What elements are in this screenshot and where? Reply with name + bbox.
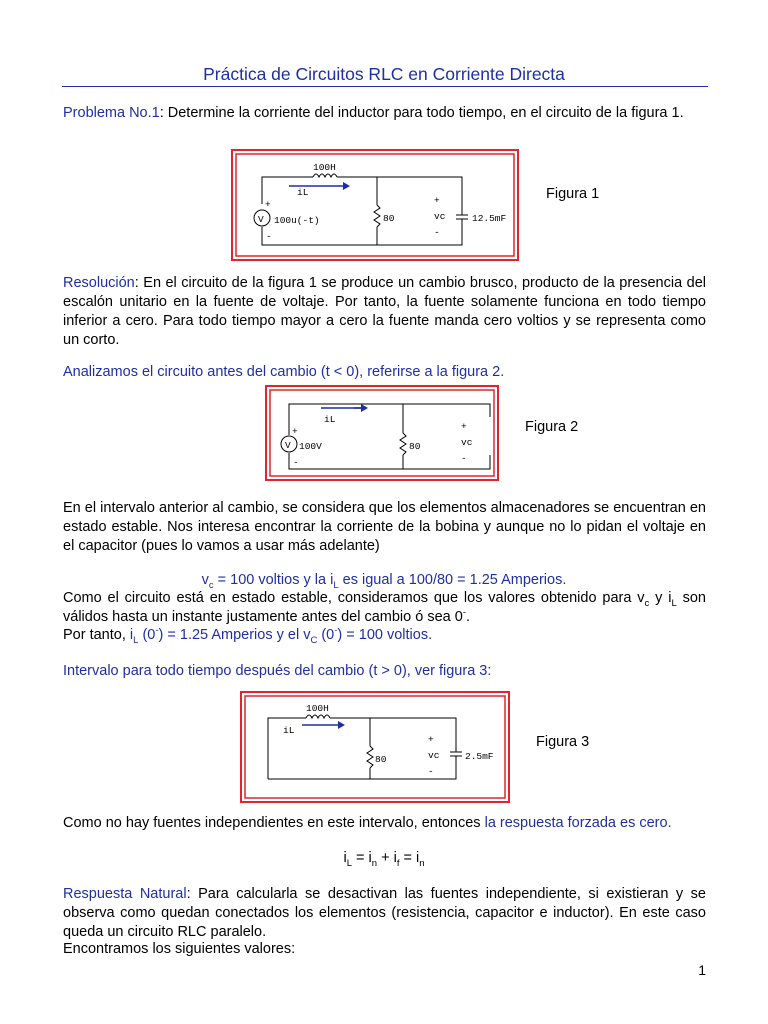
eq-s1: L (346, 857, 353, 869)
fig1-source-label: 100u(-t) (274, 215, 320, 226)
valid-text-sub1: c (644, 597, 650, 609)
initial-values-line (63, 626, 706, 645)
fig2-wire-bottom (289, 453, 490, 469)
natural-response-line2: Encontramos los siguientes valores: (63, 941, 296, 957)
initial-end: ) = 100 voltios. (337, 627, 433, 643)
fig3-wire-top-right (330, 718, 456, 749)
eq-s3: f (396, 857, 400, 869)
eq-s2: n (371, 857, 378, 869)
valid-text-part4: . (465, 609, 471, 625)
no-sources-text: Como no hay fuentes independientes en este intervalo, entonces (63, 815, 485, 831)
fig3-capacitor-label: 2.5mF (465, 751, 494, 762)
valid-text-sub2: L (671, 597, 677, 609)
resolution-paragraph (63, 274, 706, 350)
vc-subscript: c (208, 579, 214, 591)
fig2-source-plus: + (292, 426, 298, 437)
figure-1-caption: Figura 1 (546, 186, 600, 202)
figure-2-caption: Figura 2 (525, 419, 579, 435)
eq-s4: n (419, 857, 425, 869)
natural-response-paragraph (63, 885, 706, 942)
valid-text-sup: - (462, 607, 466, 619)
eq-i1: i (343, 850, 347, 866)
vc-symbol: v (201, 572, 209, 588)
title-underline (62, 86, 708, 87)
eq-eq2: = i (399, 850, 420, 866)
fig1-resistor-label: 80 (383, 213, 395, 224)
initial-mid: ) = 1.25 Amperios y el (158, 627, 304, 643)
fig1-source-minus: - (266, 231, 272, 242)
initial-prefix: Por tanto, (63, 627, 130, 643)
resolution-label: Resolución (63, 275, 135, 291)
fig2-cap-plus: + (461, 421, 467, 432)
fig3-cap-plus: + (428, 734, 434, 745)
steady-state-rest: es igual a 100/80 = 1.25 Amperios. (338, 572, 567, 588)
il-subscript: L (333, 579, 339, 591)
fig1-cap-minus: - (434, 227, 440, 238)
fig2-wire-top (289, 404, 490, 435)
fig1-cap-plus: + (434, 195, 440, 206)
valid-text-part2: y i (649, 590, 672, 606)
figure-3-caption: Figura 3 (536, 734, 590, 750)
eq-plus: + i (377, 850, 397, 866)
no-sources-line (63, 814, 706, 833)
steady-state-middle: = 100 voltios y la i (213, 572, 334, 588)
fig2-current-arrow-head (361, 404, 368, 412)
page-number: 1 (698, 962, 706, 978)
analysis-before-heading: Analizamos el circuito antes del cambio (t < 0), referirse a la figura 2. (63, 364, 505, 380)
problem-text: : Determine la corriente del inductor para todo tiempo, en el circuito de la figura 1. (159, 105, 684, 121)
fig1-wire-top-right (337, 177, 462, 204)
eq-eq1: = i (352, 850, 372, 866)
fig3-resistor (367, 746, 373, 768)
fig1-inductor (313, 174, 337, 177)
initial-sup2: - (334, 625, 338, 637)
fig1-cap-voltage-label: vc (434, 211, 446, 222)
initial-vc-arg: (0 (317, 627, 335, 643)
natural-response-label: Respuesta Natural (63, 886, 187, 902)
fig2-source-minus: - (293, 457, 299, 468)
figure-3-inner-frame (245, 696, 505, 798)
natural-response-text: : Para calcularla se desactivan las fuentes independiente, si existieran y se observa como quedan conectados los elementos (resistencia, capacitor e inductor). En este caso queda un circuito RLC paralelo. (63, 886, 706, 940)
figure-2-outer-frame (266, 386, 498, 480)
page-title: Práctica de Circuitos RLC en Corriente Directa (203, 64, 565, 84)
fig3-cap-voltage-label: vc (428, 750, 440, 761)
valid-text-part1: Como el circuito está en estado estable, consideramos que los valores obtenido para v (63, 590, 645, 606)
valid-values-paragraph (63, 589, 706, 627)
fig2-source-label: 100V (299, 441, 322, 452)
fig1-current-label: iL (297, 187, 309, 198)
resolution-text: : En el circuito de la figura 1 se produce un cambio brusco, producto de la presencia del escalón unitario en la fuente de voltaje. Por tanto, la fuente solamente funciona en todo tiempo inferior a cero. Para todo tiempo mayor a cero la fuente manda cero voltios y se representa como un corto. (63, 275, 706, 348)
fig2-source-symbol: V (285, 440, 291, 451)
initial-values-highlight (129, 625, 433, 646)
initial-vc-sub: C (310, 634, 318, 646)
interval-after-heading: Intervalo para todo tiempo después del cambio (t > 0), ver figura 3: (63, 663, 492, 679)
valid-text-part3: son válidos hasta un instante justamente antes del cambio ó sea 0 (63, 590, 706, 625)
figure-3-outer-frame (241, 692, 509, 802)
figure-1-circuit (231, 149, 519, 261)
problem-paragraph (63, 104, 706, 123)
initial-il-arg: (0 (138, 627, 156, 643)
initial-il: i (129, 627, 134, 643)
initial-sup1: - (155, 625, 159, 637)
figure-3-circuit (240, 691, 510, 803)
interval-before-paragraph: En el intervalo anterior al cambio, se considera que los elementos almacenadores se encuentran en estado estable. Nos interesa encontrar la corriente de la bobina y aunque no lo pidan el voltaje en el capacitor (pues lo vamos a usar más adelante) (63, 500, 706, 554)
figure-1-inner-frame (236, 154, 514, 256)
steady-state-line (0, 571, 768, 590)
fig3-current-arrow-head (338, 721, 345, 729)
fig2-resistor-label: 80 (409, 441, 421, 452)
fig3-resistor-label: 80 (375, 754, 387, 765)
fig2-current-label: iL (324, 414, 336, 425)
fig1-capacitor-label: 12.5mF (472, 213, 507, 224)
fig3-current-label: iL (283, 725, 295, 736)
fig3-cap-minus: - (428, 766, 434, 777)
initial-il-sub: L (133, 634, 139, 646)
initial-vc: v (303, 627, 311, 643)
fig3-inductor (306, 715, 330, 718)
problem-label: Problema No.1 (63, 105, 160, 121)
fig3-inductor-label: 100H (306, 703, 329, 714)
fig1-source-plus: + (265, 199, 271, 210)
fig1-current-arrow-head (343, 182, 350, 190)
fig2-resistor (400, 433, 406, 455)
figure-1-outer-frame (232, 150, 518, 260)
fig1-source-symbol: V (258, 214, 264, 225)
fig2-cap-voltage-label: vc (461, 437, 473, 448)
current-equation (0, 849, 768, 868)
fig2-cap-minus: - (461, 453, 467, 464)
forced-response-highlight: la respuesta forzada es cero. (484, 815, 672, 831)
fig1-resistor (374, 205, 380, 227)
fig1-inductor-label: 100H (313, 162, 336, 173)
figure-2-circuit (265, 385, 499, 481)
